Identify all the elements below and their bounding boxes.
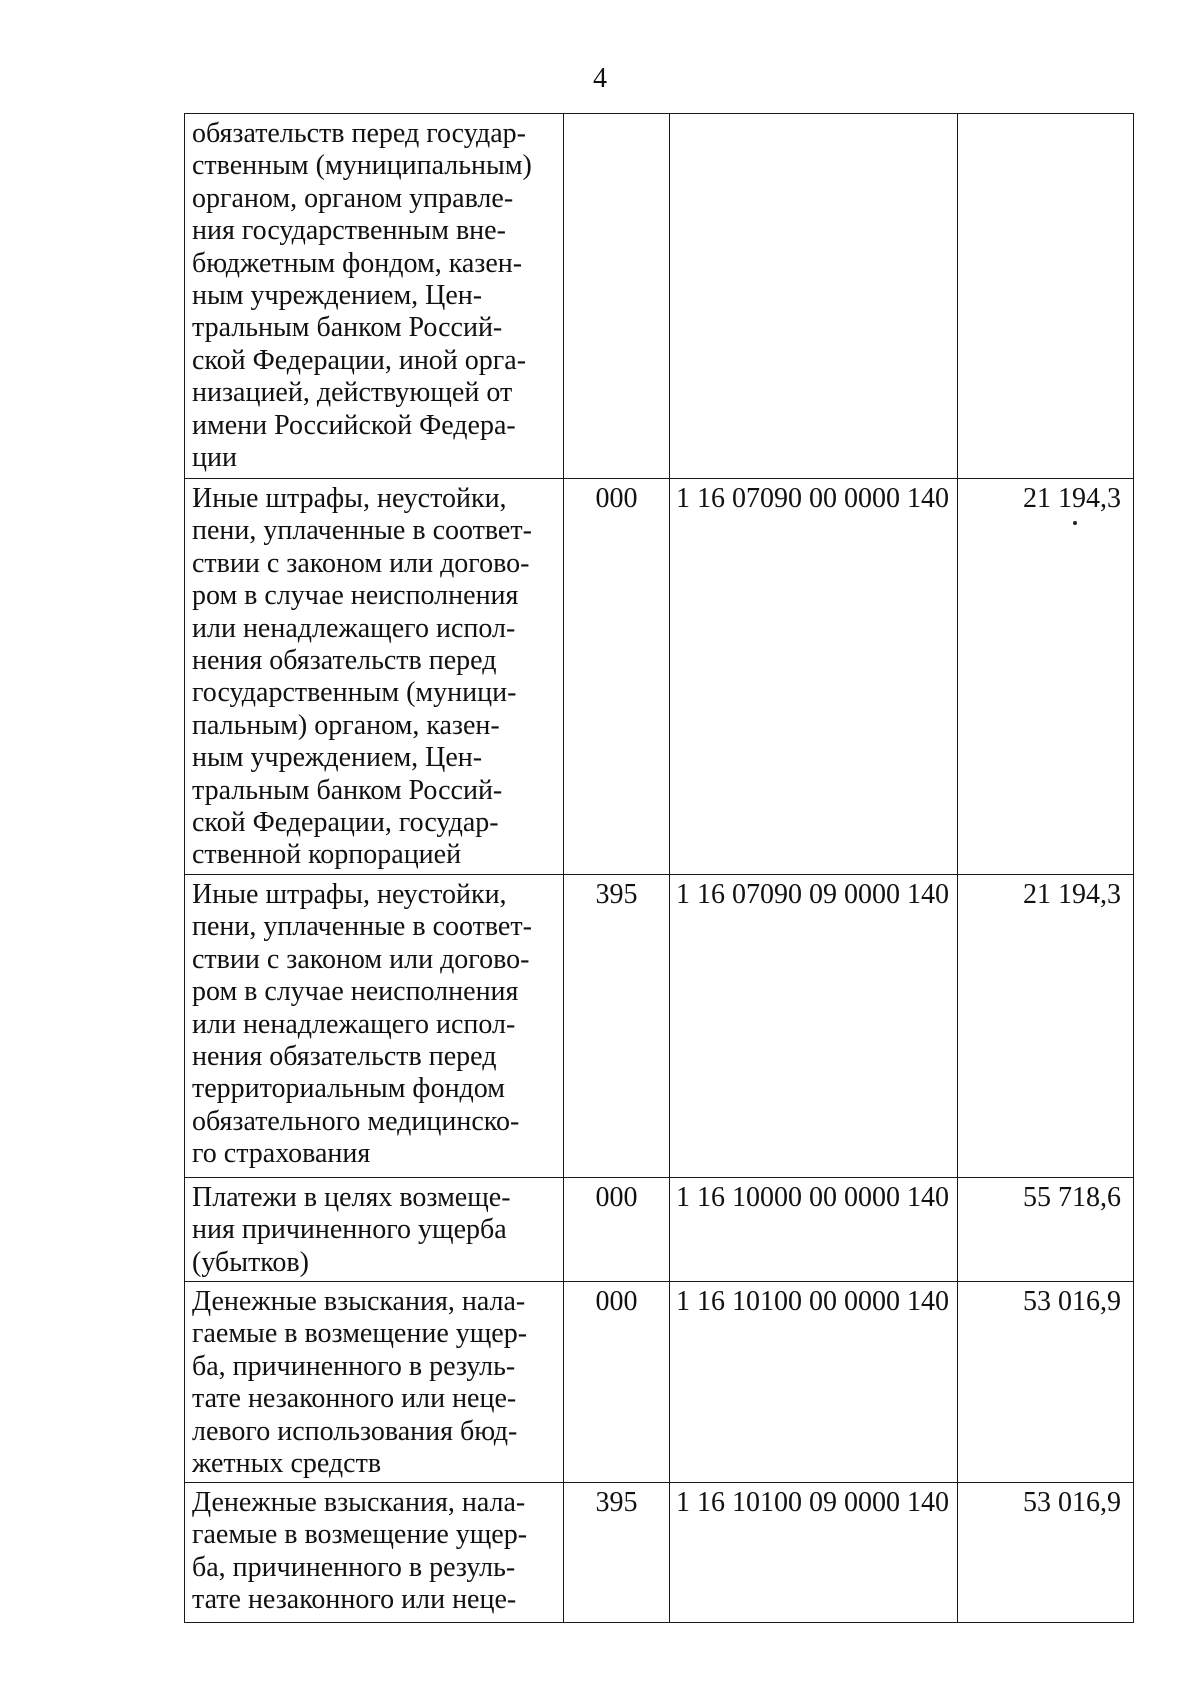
table-row [185, 1178, 1134, 1282]
row-amount: 21 194,3 [958, 875, 1134, 1178]
row-budget-code: 1 16 10100 00 0000 140 [670, 1282, 958, 1483]
row-description: Иные штрафы, неустойки, пени, уплаченные в соответ- ствии с законом или догово- ром в случае неисполнения или ненадлежащего испол- нения обязательств перед территориальным фондом обязательного медицинско- го страхования [185, 875, 564, 1178]
table-row [185, 479, 1134, 875]
scan-speck-mark [1073, 521, 1077, 525]
revenue-table [184, 113, 1134, 1623]
row-budget-code: 1 16 07090 00 0000 140 [670, 479, 958, 875]
row-admin-code: 000 [564, 1178, 670, 1282]
row-amount: 53 016,9 [958, 1483, 1134, 1623]
row-budget-code: 1 16 10000 00 0000 140 [670, 1178, 958, 1282]
row-amount-cell [958, 479, 1134, 875]
page-number: 4 [593, 63, 607, 94]
row-admin-code [564, 114, 670, 479]
row-amount: 53 016,9 [958, 1282, 1134, 1483]
row-description: Иные штрафы, неустойки, пени, уплаченные в соответ- ствии с законом или догово- ром в случае неисполнения или ненадлежащего испол- нения обязательств перед государственным (муници- пальным) органом, казен- ным учреждением, Цен- тральным банком Россий- ской Федерации, государ- ственной корпорацией [185, 479, 564, 875]
row-description: Денежные взыскания, нала- гаемые в возмещение ущер- ба, причиненного в резуль- тате незаконного или неце- левого использования бюд- жетных средств [185, 1282, 564, 1483]
row-budget-code: 1 16 10100 09 0000 140 [670, 1483, 958, 1623]
row-amount [958, 114, 1134, 479]
row-admin-code: 000 [564, 1282, 670, 1483]
row-description: Денежные взыскания, нала- гаемые в возмещение ущер- ба, причиненного в резуль- тате незаконного или неце- [185, 1483, 564, 1623]
row-admin-code: 395 [564, 875, 670, 1178]
table-row [185, 114, 1134, 479]
row-admin-code: 395 [564, 1483, 670, 1623]
row-amount: 21 194,3 [1023, 483, 1121, 514]
row-description: обязательств перед государ- ственным (муниципальным) органом, органом управле- ния государственным вне- бюджетным фондом, казен- ным учреждением, Цен- тральным банком Россий- ской Федерации, иной орга- низацией, действующей от имени Российской Федера- ции [185, 114, 564, 479]
row-admin-code: 000 [564, 479, 670, 875]
table-row [185, 1483, 1134, 1623]
row-description: Платежи в целях возмеще- ния причиненного ущерба (убытков) [185, 1178, 564, 1282]
row-amount: 55 718,6 [958, 1178, 1134, 1282]
table-row [185, 1282, 1134, 1483]
row-budget-code: 1 16 07090 09 0000 140 [670, 875, 958, 1178]
table-row [185, 875, 1134, 1178]
row-budget-code [670, 114, 958, 479]
